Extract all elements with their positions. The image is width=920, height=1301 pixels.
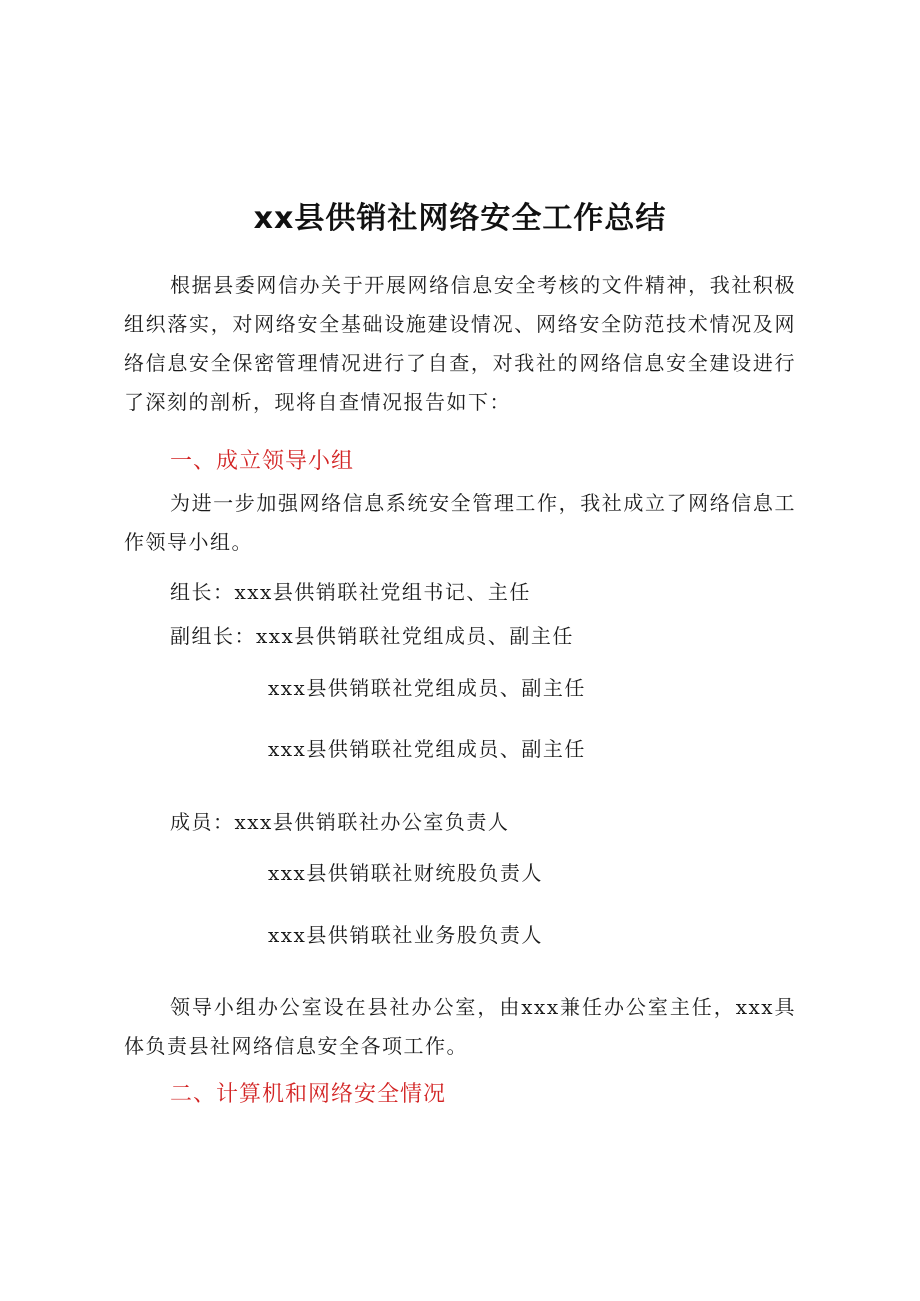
leader-line: 组长：xxx县供销联社党组书记、主任 (170, 580, 531, 604)
member-line-1: 成员：xxx县供销联社办公室负责人 (170, 810, 510, 834)
section2-heading: 二、计算机和网络安全情况 (170, 1082, 447, 1107)
document-title: xx县供销社网络安全工作总结 (253, 201, 667, 236)
member-line-2: xxx县供销联社财统股负责人 (268, 861, 543, 885)
section1-heading: 一、成立领导小组 (170, 449, 355, 474)
section1-paragraph: 为进一步加强网络信息系统安全管理工作，我社成立了网络信息工作领导小组。 (124, 491, 796, 554)
office-paragraph: 领导小组办公室设在县社办公室，由xxx兼任办公室主任，xxx具体负责县社网络信息安全各项工作。 (124, 995, 796, 1058)
member-line-3: xxx县供销联社业务股负责人 (268, 923, 543, 947)
deputy-line-1: 副组长：xxx县供销联社党组成员、副主任 (170, 624, 574, 648)
deputy-line-3: xxx县供销联社党组成员、副主任 (268, 737, 586, 761)
deputy-line-2: xxx县供销联社党组成员、副主任 (268, 676, 586, 700)
intro-paragraph: 根据县委网信办关于开展网络信息安全考核的文件精神，我社积极组织落实，对网络安全基础设施建设情况、网络安全防范技术情况及网络信息安全保密管理情况进行了自查，对我社的网络信息安全建设进行了深刻的剖析，现将自查情况报告如下： (124, 273, 796, 414)
